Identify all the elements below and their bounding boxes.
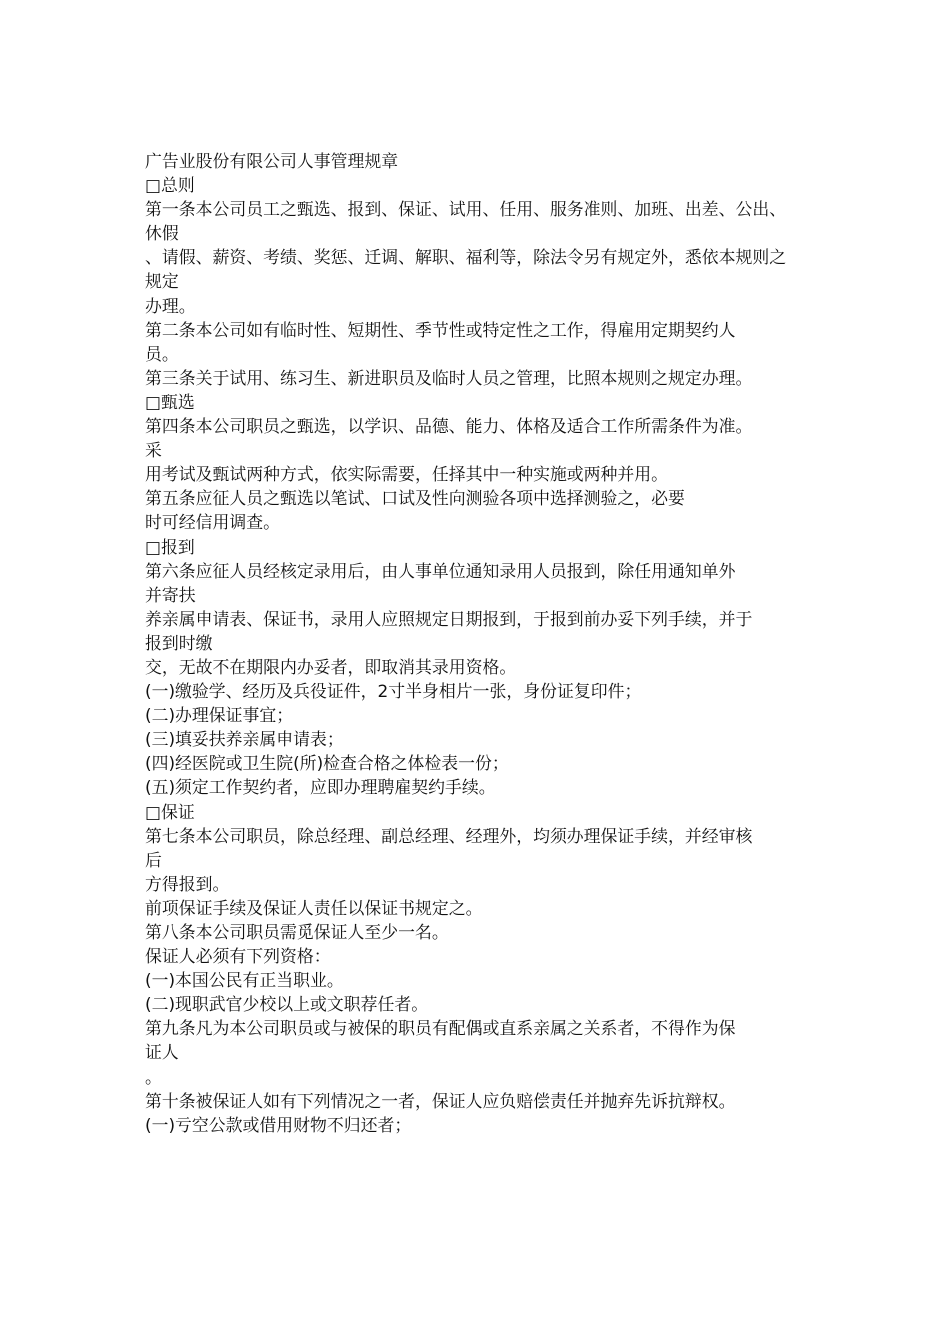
document-line: 第九条凡为本公司职员或与被保的职员有配偶或直系亲属之关系者，不得作为保 xyxy=(145,1019,736,1040)
document-line: (二)办理保证事宜； xyxy=(145,706,294,727)
document-line: 办理。 xyxy=(145,296,196,317)
document-line: 后 xyxy=(145,850,162,871)
document-line: (五)须定工作契约者，应即办理聘雇契约手续。 xyxy=(145,778,496,799)
document-line: □报到 xyxy=(145,537,195,558)
document-line: 交，无故不在期限内办妥者，即取消其录用资格。 xyxy=(145,657,517,678)
document-line: 。 xyxy=(145,1067,162,1088)
document-line: 第一条本公司员工之甄选、报到、保证、试用、任用、服务准则、加班、出差、公出、 xyxy=(145,200,787,221)
document-line: 规定 xyxy=(145,272,179,293)
document-line: 广告业股份有限公司人事管理规章 xyxy=(145,152,399,172)
document-line: 证人 xyxy=(145,1043,179,1064)
document-line: (一)缴验学、经历及兵役证件，2寸半身相片一张，身份证复印件； xyxy=(145,682,642,703)
document-line: 第六条应征人员经核定录用后，由人事单位通知录用人员报到，除任用通知单外 xyxy=(145,561,736,582)
document-line: 用考试及甄试两种方式，依实际需要，任择其中一种实施或两种并用。 xyxy=(145,465,669,486)
document-line: 第五条应征人员之甄选以笔试、口试及性向测验各项中选择测验之，必要 xyxy=(145,489,685,510)
document-line: 养亲属申请表、保证书，录用人应照规定日期报到，于报到前办妥下列手续，并于 xyxy=(145,609,753,630)
document-line: 时可经信用调查。 xyxy=(145,513,280,534)
document-line: 方得报到。 xyxy=(145,874,230,895)
document-line: 第七条本公司职员，除总经理、副总经理、经理外，均须办理保证手续，并经审核 xyxy=(145,826,753,847)
document-line: 第三条关于试用、练习生、新进职员及临时人员之管理，比照本规则之规定办理。 xyxy=(145,368,753,389)
document-line: □总则 xyxy=(145,176,195,197)
document-line: 保证人必须有下列资格： xyxy=(145,947,331,968)
document-line: 第四条本公司职员之甄选，以学识、品德、能力、体格及适合工作所需条件为准。 xyxy=(145,417,753,438)
document-line: 前项保证手续及保证人责任以保证书规定之。 xyxy=(145,898,483,919)
document-line: 、请假、薪资、考绩、奖惩、迁调、解职、福利等，除法令另有规定外，悉依本规则之 xyxy=(145,248,787,269)
document-line: 第八条本公司职员需觅保证人至少一名。 xyxy=(145,923,449,943)
document-line: 并寄扶 xyxy=(145,585,196,606)
document-line: (一)本国公民有正当职业。 xyxy=(145,971,344,992)
document-line: (一)亏空公款或借用财物不归还者； xyxy=(145,1115,412,1136)
document-line: 第十条被保证人如有下列情况之一者，保证人应负赔偿责任并抛弃先诉抗辩权。 xyxy=(145,1091,736,1112)
document-line: 采 xyxy=(145,441,162,462)
document-body xyxy=(145,150,810,1138)
document-line: 第二条本公司如有临时性、短期性、季节性或特定性之工作，得雇用定期契约人 xyxy=(145,320,736,341)
document-line: (四)经医院或卫生院(所)检查合格之体检表一份； xyxy=(145,754,509,775)
document-line: 休假 xyxy=(145,224,179,245)
document-line: 员。 xyxy=(145,344,179,365)
document-line: □保证 xyxy=(145,802,195,823)
document-line: 报到时缴 xyxy=(145,633,213,654)
document-line: (三)填妥扶养亲属申请表； xyxy=(145,730,344,751)
document-line: (二)现职武官少校以上或文职荐任者。 xyxy=(145,995,429,1016)
document-line: □甄选 xyxy=(145,392,195,413)
